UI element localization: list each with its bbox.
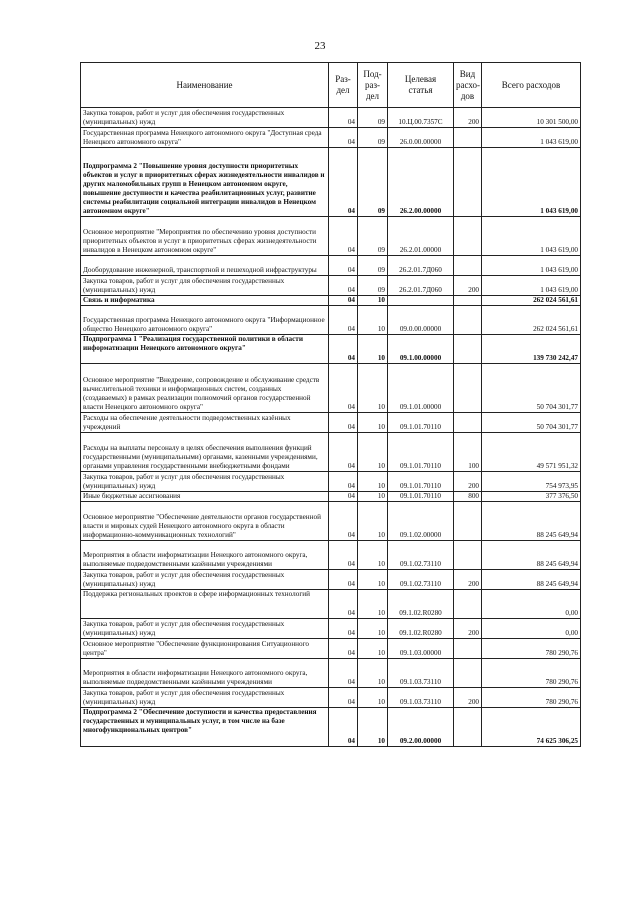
table-row [81,541,581,570]
row-subsection: 10 [358,413,388,433]
header-total: Всего расходов [482,63,581,108]
row-type: 200 [454,688,482,708]
row-name: Закупка товаров, работ и услуг для обеспечения государственных (муниципальных) нужд [81,108,329,128]
row-name: Основное мероприятие "Обеспечение функционирования Ситуационного центра" [81,639,329,659]
row-total: 139 730 242,47 [482,335,581,364]
row-total: 74 625 306,25 [482,708,581,747]
header-expense-type [454,63,482,108]
row-target: 09.1.01.70110 [388,492,454,502]
row-subsection: 10 [358,472,388,492]
table-row [81,570,581,590]
row-target: 09.1.01.70110 [388,433,454,472]
row-section: 04 [329,364,358,413]
row-total: 754 973,95 [482,472,581,492]
row-subsection: 10 [358,364,388,413]
row-target: 26.2.00.00000 [388,148,454,217]
row-section: 04 [329,256,358,276]
row-subsection: 10 [358,570,388,590]
header-target [388,63,454,108]
row-total: 0,00 [482,590,581,619]
row-subsection: 10 [358,688,388,708]
row-name: Закупка товаров, работ и услуг для обеспечения государственных (муниципальных) нужд [81,619,329,639]
header-target-label: Целевая статья [404,74,437,95]
row-name: Расходы на обеспечение деятельности подведомственных казённых учреждений [81,413,329,433]
row-section: 04 [329,128,358,148]
row-target: 26.2.01.7Д060 [388,256,454,276]
row-name: Основное мероприятие "Обеспечение деятельности органов государственной власти и мировых судей Ненецкого автономного округа в области информационно-коммуникационных технологий" [81,502,329,541]
row-target: 09.1.02.73110 [388,541,454,570]
row-target: 09.1.01.00000 [388,364,454,413]
row-type [454,502,482,541]
row-total: 780 290,76 [482,639,581,659]
table-row [81,433,581,472]
row-type: 200 [454,276,482,296]
row-name: Подпрограмма 2 "Повышение уровня доступности приоритетных объектов и услуг в приоритетных сферах жизнедеятельности инвалидов и других маломобильных групп в Ненецком автономном округе, повышение доступности и качества реабилитационных услуг, развитие системы реабилитации социальной интеграции инвалидов в Ненецком автономном округе" [81,148,329,217]
row-total: 1 043 619,00 [482,217,581,256]
row-target: 09.1.02.73110 [388,570,454,590]
table-row [81,472,581,492]
row-section: 04 [329,306,358,335]
row-section: 04 [329,639,358,659]
row-name: Подпрограмма 1 "Реализация государственной политики в области информатизации Ненецкого автономного округа" [81,335,329,364]
row-name: Расходы на выплаты персоналу в целях обеспечения выполнения функций государственными (муниципальными) органами, казенными учреждениями, органами управления государственными внебюджетными фондами [81,433,329,472]
row-target: 09.1.03.73110 [388,659,454,688]
row-section: 04 [329,413,358,433]
row-section: 04 [329,492,358,502]
row-target: 10.Ц.00.7357С [388,108,454,128]
row-target: 09.2.00.00000 [388,708,454,747]
row-type: 800 [454,492,482,502]
table-row [81,217,581,256]
row-total: 0,00 [482,619,581,639]
table-row [81,639,581,659]
table-row [81,306,581,335]
row-type [454,128,482,148]
table-row [81,619,581,639]
row-subsection: 10 [358,433,388,472]
table-row [81,128,581,148]
table-row [81,708,581,747]
row-subsection: 09 [358,256,388,276]
row-total: 780 290,76 [482,659,581,688]
row-section: 04 [329,335,358,364]
row-subsection: 10 [358,492,388,502]
table-header-row [81,63,581,108]
row-total: 88 245 649,94 [482,541,581,570]
row-total: 50 704 301,77 [482,413,581,433]
row-type [454,335,482,364]
row-type [454,306,482,335]
row-subsection: 10 [358,708,388,747]
row-type: 200 [454,570,482,590]
row-subsection: 09 [358,148,388,217]
row-subsection: 09 [358,217,388,256]
row-name: Поддержка региональных проектов в сфере информационных технологий [81,590,329,619]
row-subsection: 10 [358,502,388,541]
row-total: 1 043 619,00 [482,256,581,276]
row-total: 1 043 619,00 [482,276,581,296]
row-name: Закупка товаров, работ и услуг для обеспечения государственных (муниципальных) нужд [81,570,329,590]
table-row [81,335,581,364]
row-name: Основное мероприятие "Внедрение, сопровождение и обслуживание средств вычислительной техники и информационных систем, созданных (создаваемых) в рамках реализации полномочий органов государственной власти Ненецкого автономного округа" [81,364,329,413]
table-row [81,296,581,306]
row-total: 377 376,50 [482,492,581,502]
row-section: 04 [329,472,358,492]
row-subsection: 10 [358,335,388,364]
row-type [454,659,482,688]
row-section: 04 [329,541,358,570]
row-type [454,148,482,217]
row-type [454,256,482,276]
row-section: 04 [329,502,358,541]
row-section: 04 [329,570,358,590]
row-type: 200 [454,472,482,492]
row-subsection: 09 [358,108,388,128]
page-number: 23 [314,40,326,52]
row-type [454,708,482,747]
row-subsection: 09 [358,128,388,148]
row-target: 09.1.03.73110 [388,688,454,708]
row-section: 04 [329,148,358,217]
row-total: 1 043 619,00 [482,128,581,148]
table-row [81,364,581,413]
row-target: 09.1.01.70110 [388,413,454,433]
header-section-label: Раз- дел [335,74,351,95]
row-subsection: 10 [358,619,388,639]
table-row [81,108,581,128]
row-subsection: 10 [358,541,388,570]
table-row [81,492,581,502]
row-name: Связь и информатика [81,296,329,306]
row-type [454,296,482,306]
table-row [81,659,581,688]
row-target: 09.1.02.R0280 [388,619,454,639]
row-total: 88 245 649,94 [482,570,581,590]
row-target: 09.1.02.R0280 [388,590,454,619]
row-subsection: 10 [358,306,388,335]
row-total: 780 290,76 [482,688,581,708]
header-expense-type-label: Вид расхо- дов [456,68,481,101]
row-section: 04 [329,708,358,747]
row-subsection: 09 [358,276,388,296]
row-name: Мероприятия в области информатизации Ненецкого автономного округа, выполняемые подведомственными казёнными учреждениями [81,541,329,570]
row-name: Дооборудование инженерной, транспортной и пешеходной инфраструктуры [81,256,329,276]
row-total: 88 245 649,94 [482,502,581,541]
row-target: 26.0.00.00000 [388,128,454,148]
header-name: Наименование [81,63,329,108]
table-row [81,590,581,619]
row-name: Государственная программа Ненецкого автономного округа "Доступная среда Ненецкого автономного округа" [81,128,329,148]
row-target: 09.1.00.00000 [388,335,454,364]
header-section [329,63,358,108]
row-name: Иные бюджетные ассигнования [81,492,329,502]
table-row [81,688,581,708]
row-type [454,639,482,659]
row-name: Мероприятия в области информатизации Ненецкого автономного округа, выполняемые подведомственными казёнными учреждениями [81,659,329,688]
row-total: 262 024 561,61 [482,296,581,306]
table-row [81,502,581,541]
table-row [81,276,581,296]
row-target: 26.2.01.00000 [388,217,454,256]
row-type: 200 [454,619,482,639]
row-section: 04 [329,108,358,128]
row-target: 09.1.01.70110 [388,472,454,492]
header-subsection-label: Под- раз- дел [363,68,382,101]
row-type [454,413,482,433]
row-subsection: 10 [358,296,388,306]
row-target: 26.2.01.7Д060 [388,276,454,296]
row-target: 09.1.03.00000 [388,639,454,659]
table-row [81,256,581,276]
row-section: 04 [329,659,358,688]
row-subsection: 10 [358,639,388,659]
row-target [388,296,454,306]
row-section: 04 [329,688,358,708]
row-total: 1 043 619,00 [482,148,581,217]
budget-table [80,62,581,747]
row-subsection: 10 [358,659,388,688]
row-total: 262 024 561,61 [482,306,581,335]
row-name: Закупка товаров, работ и услуг для обеспечения государственных (муниципальных) нужд [81,688,329,708]
header-subsection [358,63,388,108]
row-type [454,364,482,413]
row-subsection: 10 [358,590,388,619]
row-total: 49 571 951,32 [482,433,581,472]
table-body [81,108,581,747]
row-name: Подпрограмма 2 "Обеспечение доступности и качества предоставления государственных и муниципальных услуг, в том числе на базе многофункциональных центров" [81,708,329,747]
row-name: Закупка товаров, работ и услуг для обеспечения государственных (муниципальных) нужд [81,472,329,492]
row-target: 09.1.02.00000 [388,502,454,541]
table-row [81,148,581,217]
row-type [454,541,482,570]
row-name: Закупка товаров, работ и услуг для обеспечения государственных (муниципальных) нужд [81,276,329,296]
row-total: 50 704 301,77 [482,364,581,413]
row-section: 04 [329,296,358,306]
row-target: 09.0.00.00000 [388,306,454,335]
table-row [81,413,581,433]
row-section: 04 [329,276,358,296]
row-name: Основное мероприятие "Мероприятия по обеспечению уровня доступности приоритетных объектов и услуг в приоритетных сферах жизнедеятельности инвалидов в Ненецком автономном округе" [81,217,329,256]
row-type [454,217,482,256]
row-section: 04 [329,590,358,619]
row-total: 10 301 500,00 [482,108,581,128]
row-type: 100 [454,433,482,472]
row-name: Государственная программа Ненецкого автономного округа "Информационное общество Ненецкого автономного округа" [81,306,329,335]
row-section: 04 [329,217,358,256]
row-type [454,590,482,619]
row-section: 04 [329,433,358,472]
row-type: 200 [454,108,482,128]
row-section: 04 [329,619,358,639]
